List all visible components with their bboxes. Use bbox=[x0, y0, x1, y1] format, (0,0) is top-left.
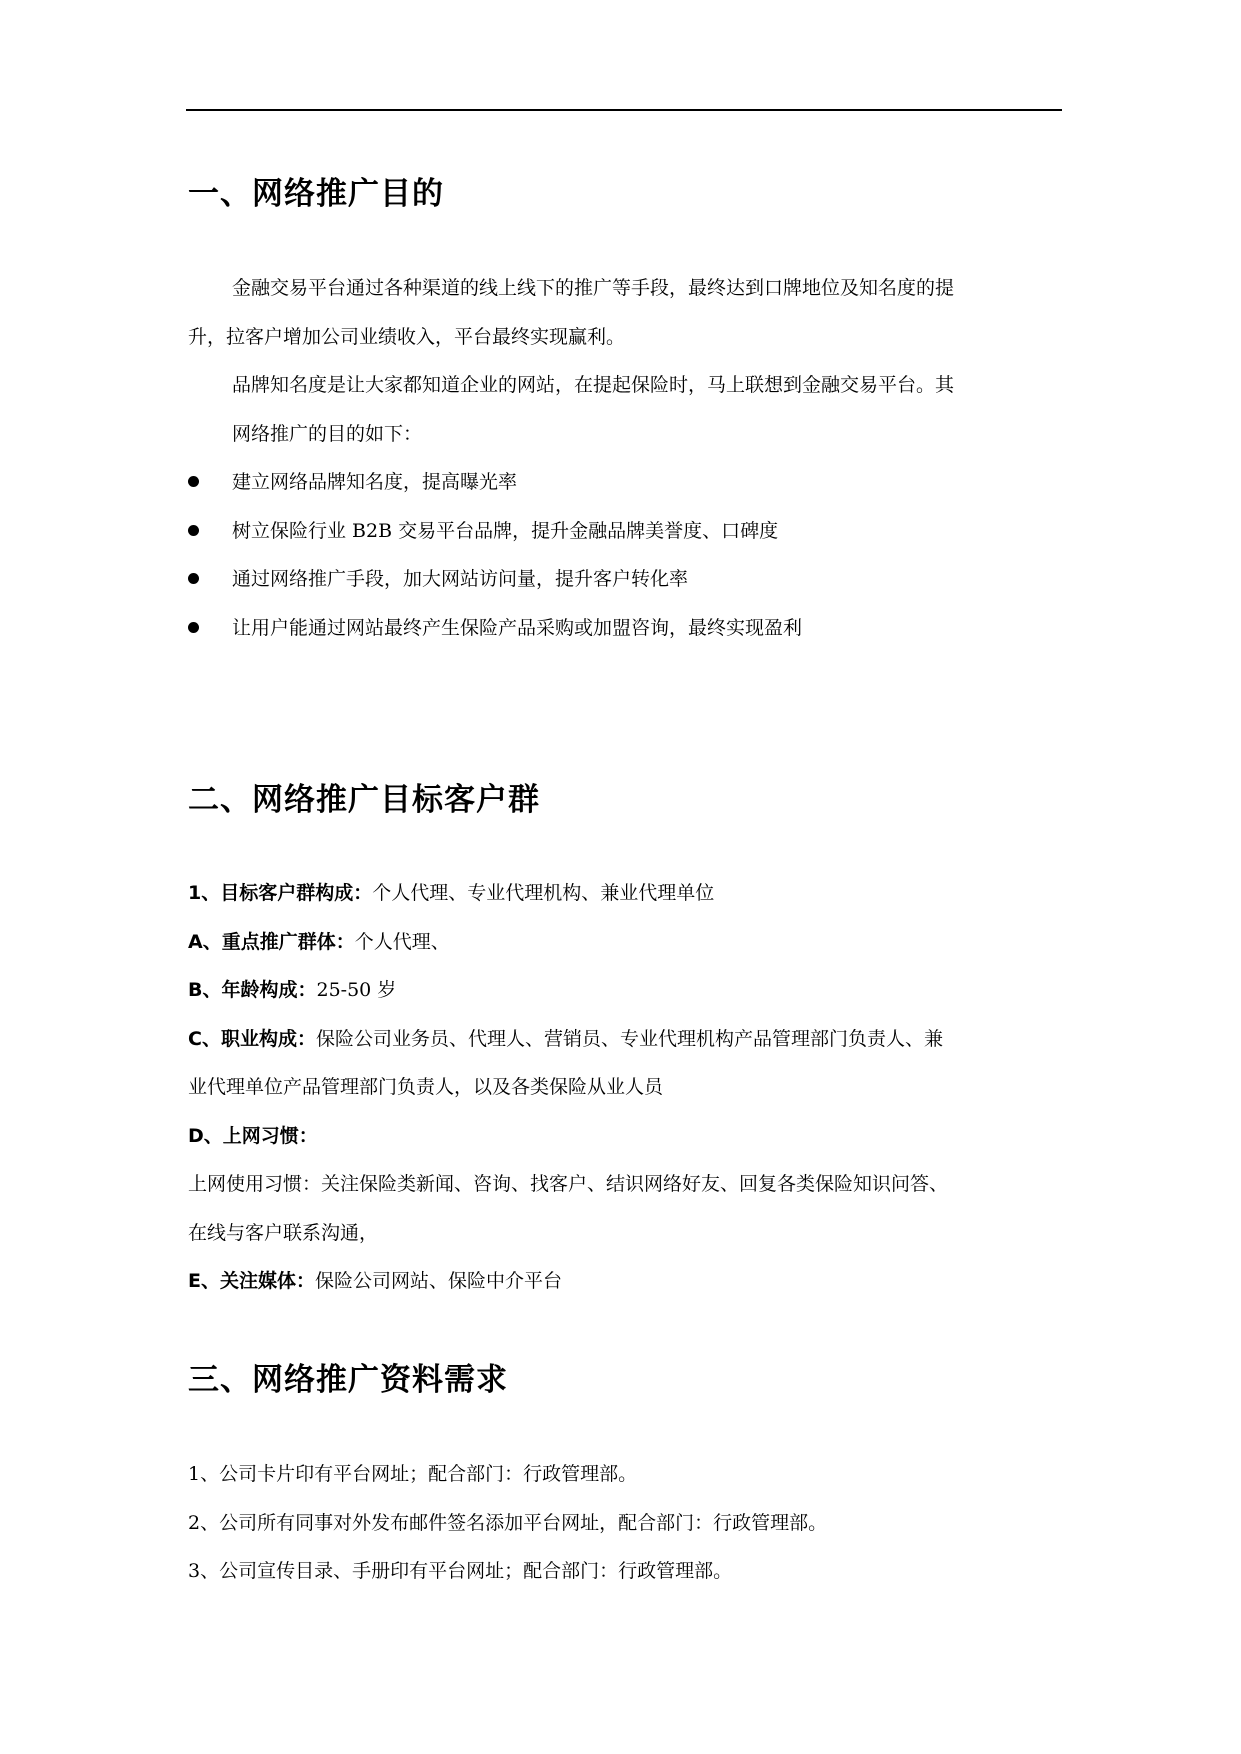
paragraph-line: 在线与客户联系沟通， bbox=[188, 1222, 379, 1244]
paragraph-line: 上网使用习惯：关注保险类新闻、咨询、找客户、结识网络好友、回复各类保险知识问答、 bbox=[188, 1173, 949, 1195]
list-item-text: 让用户能通过网站最终产生保险产品采购或加盟咨询，最终实现盈利 bbox=[232, 617, 803, 639]
item-value: 个人代理、专业代理机构、兼业代理单位 bbox=[372, 882, 715, 904]
definition-item bbox=[188, 1027, 943, 1051]
paragraph-line: 升，拉客户增加公司业绩收入，平台最终实现赢利。 bbox=[188, 326, 626, 348]
bullet-icon bbox=[188, 622, 199, 633]
header-rule bbox=[186, 109, 1062, 111]
paragraph-line: 网络推广的目的如下： bbox=[232, 423, 423, 445]
paragraph-line: 金融交易平台通过各种渠道的线上线下的推广等手段，最终达到口牌地位及知名度的提 bbox=[232, 277, 955, 299]
item-value: 保险公司网站、保险中介平台 bbox=[314, 1270, 562, 1292]
item-label: A、重点推广群体： bbox=[188, 931, 355, 953]
list-item: 1、公司卡片印有平台网址；配合部门：行政管理部。 bbox=[188, 1463, 638, 1485]
definition-item bbox=[188, 930, 450, 954]
bullet-icon bbox=[188, 525, 199, 536]
item-label: C、职业构成： bbox=[188, 1028, 316, 1050]
item-label: D、上网习惯： bbox=[188, 1125, 318, 1147]
section-heading: 一、网络推广目的 bbox=[188, 176, 444, 212]
section-heading: 二、网络推广目标客户群 bbox=[188, 782, 540, 818]
definition-item bbox=[188, 978, 396, 1002]
definition-item bbox=[188, 1269, 562, 1293]
list-item: 3、公司宣传目录、手册印有平台网址；配合部门：行政管理部。 bbox=[188, 1560, 733, 1582]
list-item-text: 建立网络品牌知名度，提高曝光率 bbox=[232, 471, 518, 493]
definition-item bbox=[188, 1124, 318, 1148]
item-value: 25-50 岁 bbox=[316, 979, 397, 1001]
item-label: 1、目标客户群构成： bbox=[188, 882, 373, 904]
bullet-icon bbox=[188, 573, 199, 584]
list-item-text: 树立保险行业 B2B 交易平台品牌，提升金融品牌美誉度、口碑度 bbox=[232, 520, 779, 542]
item-value: 保险公司业务员、代理人、营销员、专业代理机构产品管理部门负责人、兼 bbox=[315, 1028, 943, 1050]
list-item-text: 通过网络推广手段，加大网站访问量，提升客户转化率 bbox=[232, 568, 689, 590]
item-label: E、关注媒体： bbox=[188, 1270, 315, 1292]
definition-item bbox=[188, 881, 714, 905]
paragraph-line: 品牌知名度是让大家都知道企业的网站，在提起保险时，马上联想到金融交易平台。其 bbox=[232, 374, 955, 396]
item-label: B、年龄构成： bbox=[188, 979, 317, 1001]
list-item: 2、公司所有同事对外发布邮件签名添加平台网址，配合部门：行政管理部。 bbox=[188, 1512, 828, 1534]
item-value: 个人代理、 bbox=[354, 931, 450, 953]
section-heading: 三、网络推广资料需求 bbox=[188, 1362, 508, 1398]
bullet-icon bbox=[188, 476, 199, 487]
paragraph-line: 业代理单位产品管理部门负责人，以及各类保险从业人员 bbox=[188, 1076, 664, 1098]
